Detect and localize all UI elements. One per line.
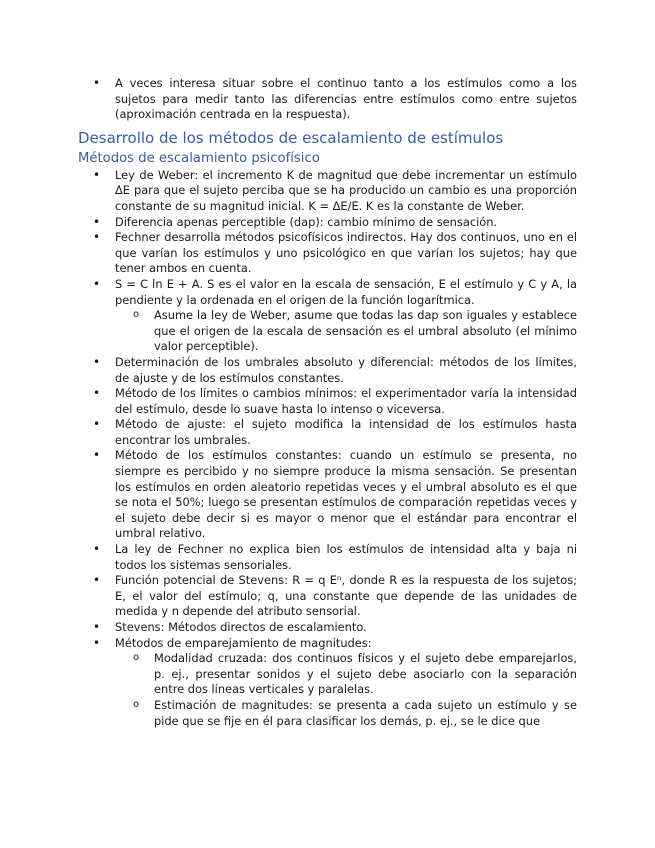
list-item-formula: • S = C ln E + A. S es el valor en la escala de sensación, E el estímulo y C y A, la pendiente y la ordenada en el origen de la función logarítmica. (78, 277, 577, 308)
sub-list-item-formula: o Asume la ley de Weber, asume que todas las dap son iguales y establece que el origen de la escala de sensación es el umbral absoluto (el mínimo valor perceptible). (78, 308, 577, 355)
method-list (78, 168, 577, 729)
list-item: • A veces interesa situar sobre el continuo tanto a los estímulos como a los sujetos para medir tanto las diferencias entre estímulos como entre sujetos (aproximación centrada en la respuesta). (78, 76, 577, 123)
list-item-stevens-function: • Función potencial de Stevens: R = q Eⁿ, donde R es la respuesta de los sujetos; E, el valor del estímulo; q, una constante que depende de las unidades de medida y n depende del atributo sensorial. (78, 573, 577, 620)
list-item-umbrales: • Determinación de los umbrales absoluto y diferencial: métodos de los límites, de ajuste y de los estímulos constantes. (78, 355, 577, 386)
sub-list-item-modalidad: o Modalidad cruzada: dos continuos físicos y el sujeto debe emparejarlos, p. ej., presentar sonidos y el sujeto debe asociarlo con la separación entre dos líneas verticales y paralelas. (78, 651, 577, 698)
list-item-limites: • Método de los límites o cambios mínimos: el experimentador varía la intensidad del estímulo, desde lo suave hasta lo intenso o viceversa. (78, 386, 577, 417)
list-item-ley-fechner: • La ley de Fechner no explica bien los estímulos de intensidad alta y baja ni todos los sistemas sensoriales. (78, 542, 577, 573)
list-item-emparejamiento: • Métodos de emparejamiento de magnitudes: (78, 636, 577, 652)
list-item-stevens-direct: • Stevens: Métodos directos de escalamiento. (78, 620, 577, 636)
list-item-dap: • Diferencia apenas perceptible (dap): cambio mínimo de sensación. (78, 215, 577, 231)
list-item-fechner-methods: • Fechner desarrolla métodos psicofísicos indirectos. Hay dos continuos, uno en el que varían los estímulos y uno psicológico en que varían los sujetos; hay que tener ambos en cuenta. (78, 230, 577, 277)
list-item-ajuste: • Método de ajuste: el sujeto modifica la intensidad de los estímulos hasta encontrar los umbrales. (78, 417, 577, 448)
list-item-weber: • Ley de Weber: el incremento K de magnitud que debe incrementar un estímulo ΔE para que el sujeto perciba que se ha producido un cambio es una proporción constante de su magnitud inicial. K = ΔE/E. K es la constante de Weber. (78, 168, 577, 215)
subsection-heading: Métodos de escalamiento psicofísico (78, 150, 320, 166)
section-heading: Desarrollo de los métodos de escalamiento de estímulos (78, 128, 504, 147)
intro-list (78, 76, 577, 123)
list-item-constantes: • Método de los estímulos constantes: cuando un estímulo se presenta, no siempre es percibido y no siempre produce la misma sensación. Se presentan los estímulos en orden aleatorio repetidas veces y el umbral absoluto es el que se nota el 50%; luego se presentan estímulos de comparación repetidas veces y el sujeto debe decir si es mayor o menor que el estándar para encontrar el umbral relativo. (78, 448, 577, 542)
sub-list-item-estimacion: o Estimación de magnitudes: se presenta a cada sujeto un estímulo y se pide que se fije en él para clasificar los demás, p. ej., se le dice que (78, 698, 577, 729)
